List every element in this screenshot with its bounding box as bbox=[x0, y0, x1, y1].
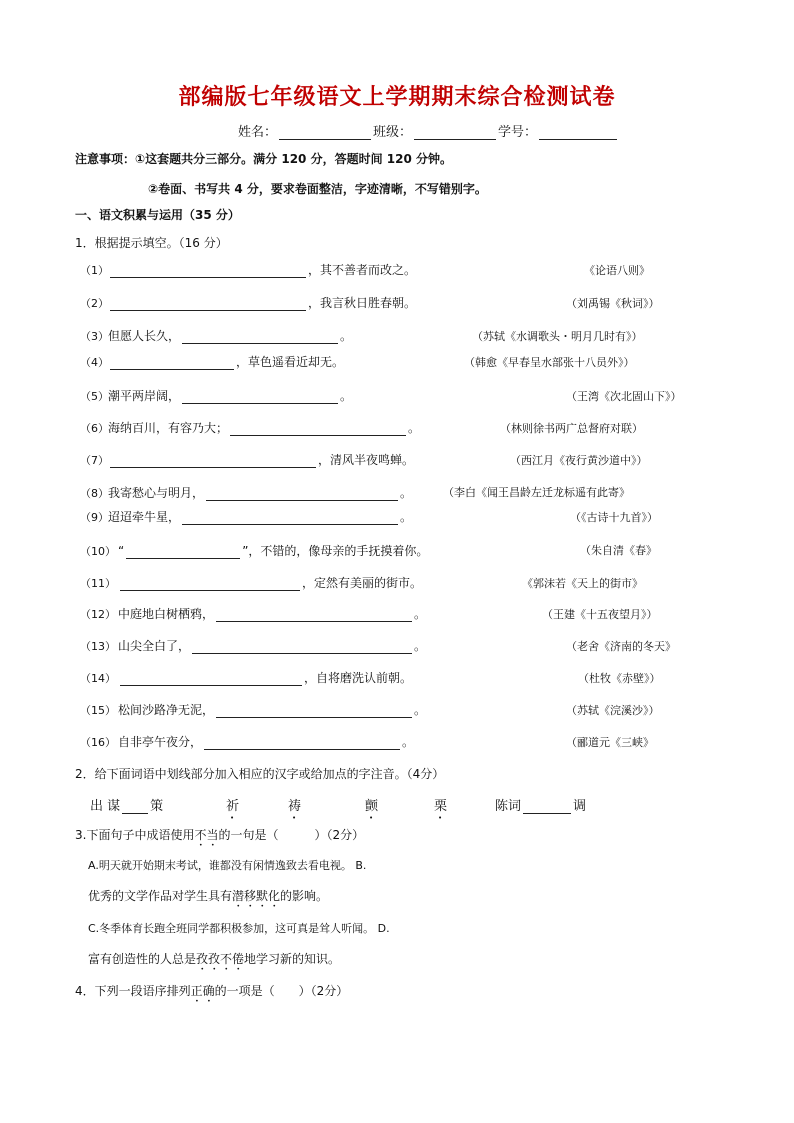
id-label: 学号： bbox=[498, 125, 538, 140]
q1-source: （《古诗十九首》） bbox=[570, 511, 658, 524]
q1-item: （4） ，草色遥看近却无。 bbox=[80, 355, 345, 369]
q1-source: （朱自清《春》 bbox=[580, 544, 657, 557]
answer-blank[interactable] bbox=[206, 486, 398, 501]
section-heading: 一、语文积累与运用（35 分） bbox=[75, 208, 240, 222]
q1-item: （6）海纳百川，有容乃大； 。 bbox=[80, 421, 421, 435]
q1-source: （杜牧《赤壁》） bbox=[578, 672, 661, 685]
q1-item: （8）我寄愁心与明月， 。 bbox=[80, 486, 413, 500]
class-label: 班级： bbox=[373, 125, 413, 140]
q3-option-d: 富有创造性的人总是孜孜不倦地学习新的知识。 bbox=[88, 952, 341, 966]
q1-source: （李白《闻王昌龄左迁龙标遥有此寄》 bbox=[443, 486, 630, 499]
answer-blank[interactable] bbox=[120, 576, 300, 591]
answer-blank[interactable] bbox=[182, 389, 338, 404]
student-info-line bbox=[238, 121, 619, 140]
q1-source: （林则徐书两广总督府对联） bbox=[500, 422, 643, 435]
q2-word: 陈词 调 bbox=[495, 799, 587, 814]
q1-source: 《郭沫若《天上的街市》 bbox=[522, 577, 643, 590]
q1-item: （12） 中庭地白树栖鸦， 。 bbox=[80, 607, 427, 621]
q1-item: （3）但愿人长久， 。 bbox=[80, 329, 353, 343]
answer-blank[interactable] bbox=[216, 703, 412, 718]
q3-prompt: 3.下面句子中成语使用不当的一句是（ ）（2分） bbox=[75, 828, 365, 842]
id-blank[interactable] bbox=[539, 125, 617, 140]
answer-blank[interactable] bbox=[110, 263, 306, 278]
q1-source: （刘禹锡《秋词》） bbox=[566, 297, 660, 310]
q1-prompt: 1．根据提示填空。（16 分） bbox=[75, 236, 228, 250]
q1-source: （苏轼《浣溪沙》） bbox=[566, 704, 660, 717]
q1-source: （王建《十五夜望月》） bbox=[542, 608, 658, 621]
notes-label: 注意事项： bbox=[75, 152, 136, 166]
notes-text-1: ①这套题共分三部分。满分 120 分，答题时间 120 分钟。 bbox=[135, 152, 452, 166]
q2-word: 栗 bbox=[434, 799, 448, 814]
answer-blank[interactable] bbox=[216, 607, 412, 622]
q2-word: 祈 bbox=[226, 799, 240, 814]
answer-blank[interactable] bbox=[523, 799, 571, 814]
answer-blank[interactable] bbox=[182, 510, 398, 525]
name-blank[interactable] bbox=[279, 125, 371, 140]
q1-item: （13） 山尖全白了， 。 bbox=[80, 639, 427, 653]
answer-blank[interactable] bbox=[110, 355, 234, 370]
q1-source: （郦道元《三峡》 bbox=[566, 736, 654, 749]
q2-word: 颤 bbox=[365, 799, 379, 814]
q1-item: （16） 自非亭午夜分， 。 bbox=[80, 735, 415, 749]
q1-item: （10） “ ”，不错的，像母亲的手抚摸着你。 bbox=[80, 544, 429, 558]
q2-word: 祷 bbox=[288, 799, 302, 814]
answer-blank[interactable] bbox=[230, 421, 406, 436]
q1-source: （苏轼《水调歌头・明月几时有》） bbox=[472, 330, 643, 343]
q1-source: 《论语八则》 bbox=[584, 264, 650, 277]
answer-blank[interactable] bbox=[192, 639, 412, 654]
answer-blank[interactable] bbox=[126, 544, 240, 559]
q2-prompt: 2．给下面词语中划线部分加入相应的汉字或给加点的字注音。（4分） bbox=[75, 767, 445, 781]
q3-option-a: A.明天就开始期末考试，谁都没有闲情逸致去看电视。 B. bbox=[88, 859, 367, 872]
q1-source: （韩愈《早春呈水部张十八员外》） bbox=[464, 356, 635, 369]
answer-blank[interactable] bbox=[110, 453, 316, 468]
class-blank[interactable] bbox=[414, 125, 496, 140]
q3-option-b: 优秀的文学作品对学生具有潜移默化的影响。 bbox=[88, 889, 329, 903]
answer-blank[interactable] bbox=[182, 329, 338, 344]
notes-line-1 bbox=[75, 150, 452, 167]
q1-source: （老舍《济南的冬天》 bbox=[566, 640, 676, 653]
q3-option-c: C.冬季体育长跑全班同学都积极参加，这可真是耸人听闻。 D. bbox=[88, 922, 390, 935]
q1-source: （王湾《次北固山下》） bbox=[566, 390, 682, 403]
answer-blank[interactable] bbox=[122, 799, 148, 814]
q1-item: （9）迢迢牵牛星， 。 bbox=[80, 510, 413, 524]
q1-source: （西江月《夜行黄沙道中》） bbox=[510, 454, 648, 467]
q4-prompt: 4．下列一段语序排列正确的一项是（ ）（2分） bbox=[75, 984, 349, 998]
name-label: 姓名： bbox=[238, 125, 278, 140]
notes-text-2: ②卷面、书写共 4 分，要求卷面整洁，字迹清晰，不写错别字。 bbox=[148, 182, 487, 196]
q1-item: （1） ，其不善者而改之。 bbox=[80, 263, 417, 277]
q2-word: 出 谋 策 bbox=[90, 799, 164, 814]
page-title: 部编版七年级语文上学期期末综合检测试卷 bbox=[178, 84, 616, 110]
q1-item: （5）潮平两岸阔， 。 bbox=[80, 389, 353, 403]
q1-item: （14） ，自将磨洗认前朝。 bbox=[80, 671, 413, 685]
q1-item: （15） 松间沙路净无泥， 。 bbox=[80, 703, 427, 717]
q1-item: （11） ，定然有美丽的街市。 bbox=[80, 576, 423, 590]
answer-blank[interactable] bbox=[110, 296, 306, 311]
q1-item: （7） ，清风半夜鸣蝉。 bbox=[80, 453, 415, 467]
answer-blank[interactable] bbox=[120, 671, 302, 686]
answer-blank[interactable] bbox=[204, 735, 400, 750]
q1-item: （2） ，我言秋日胜春朝。 bbox=[80, 296, 417, 310]
